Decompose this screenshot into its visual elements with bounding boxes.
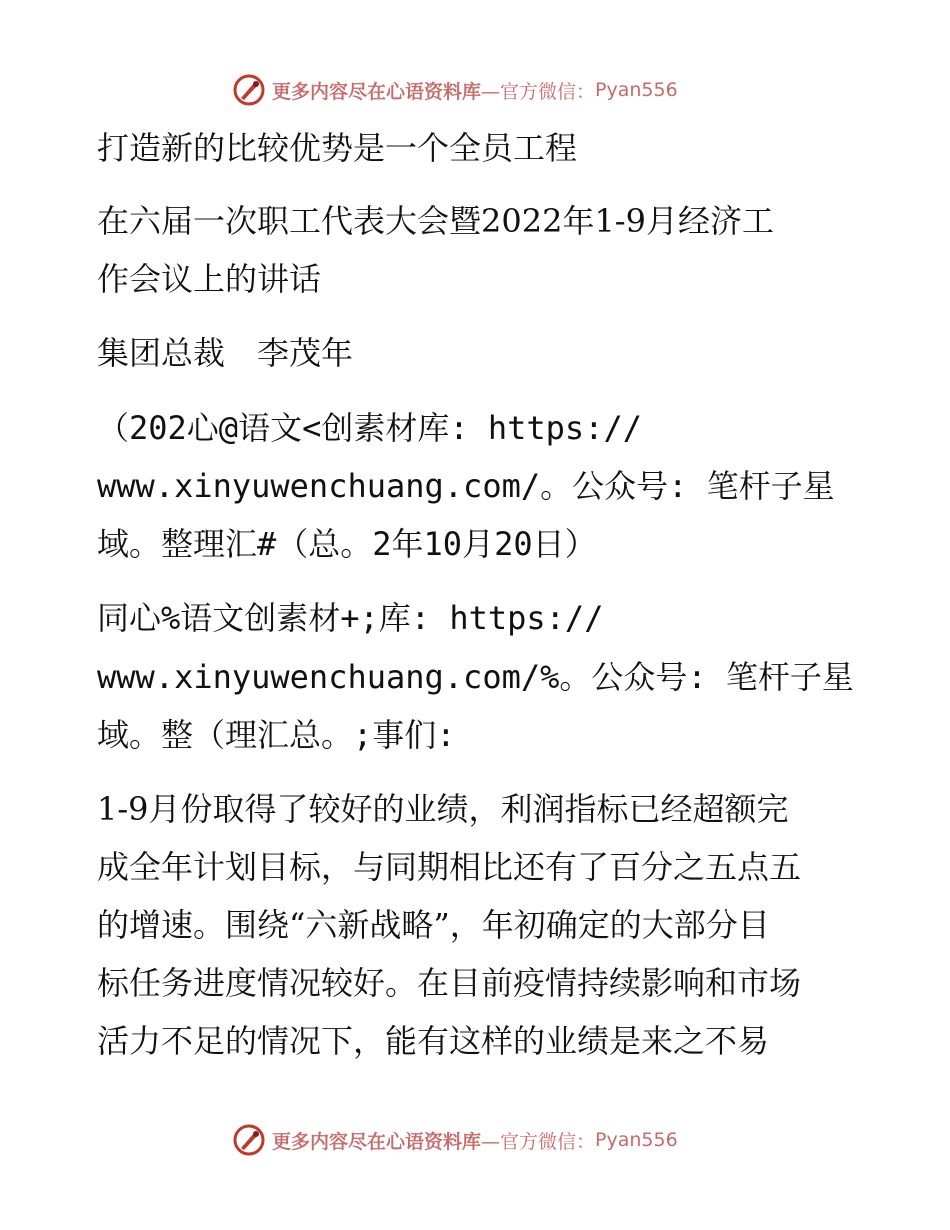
doc-greeting-line-2: www.xinyuwenchuang.com/%。公众号: 笔杆子星 xyxy=(97,658,854,696)
pen-logo-icon xyxy=(232,1123,266,1157)
doc-body-line-3: 的增速。围绕“六新战略”，年初确定的大部分目 xyxy=(97,906,770,944)
doc-body-line-5: 活力不足的情况下，能有这样的业绩是来之不易 xyxy=(97,1022,770,1060)
banner-separator: —官方微信： xyxy=(481,1130,596,1153)
doc-greeting-line-3: 域。整（理汇总。;事们: xyxy=(97,716,456,754)
banner-wechat-id: Pyan556 xyxy=(595,1129,678,1151)
banner-wechat-id: Pyan556 xyxy=(595,79,678,101)
watermark-banner-top xyxy=(232,72,678,108)
banner-text: 更多内容尽在心语资料库 xyxy=(272,80,482,103)
doc-body-line-1: 1-9月份取得了较好的业绩，利润指标已经超额完 xyxy=(97,790,789,828)
banner-text: 更多内容尽在心语资料库 xyxy=(272,1130,482,1153)
doc-title: 打造新的比较优势是一个全员工程 xyxy=(97,129,578,167)
doc-body-line-2: 成全年计划目标，与同期相比还有了百分之五点五 xyxy=(97,848,802,886)
doc-subtitle-line-2: 作会议上的讲话 xyxy=(97,260,322,298)
doc-source-line-3: 域。整理汇#（总。2年10月20日） xyxy=(97,525,597,563)
watermark-banner-bottom xyxy=(232,1122,678,1158)
doc-source-line-2: www.xinyuwenchuang.com/。公众号: 笔杆子星 xyxy=(97,467,835,505)
doc-greeting-line-1: 同心%语文创素材+;库: https:// xyxy=(97,599,604,637)
doc-source-line-1: （202心@语文<创素材库: https:// xyxy=(97,409,642,447)
doc-body-line-4: 标任务进度情况较好。在目前疫情持续影响和市场 xyxy=(97,964,802,1002)
pen-logo-icon xyxy=(232,73,266,107)
doc-author: 集团总裁 李茂年 xyxy=(97,334,354,372)
doc-subtitle-line-1: 在六届一次职工代表大会暨2022年1-9月经济工 xyxy=(97,202,774,240)
banner-separator: —官方微信： xyxy=(481,80,596,103)
